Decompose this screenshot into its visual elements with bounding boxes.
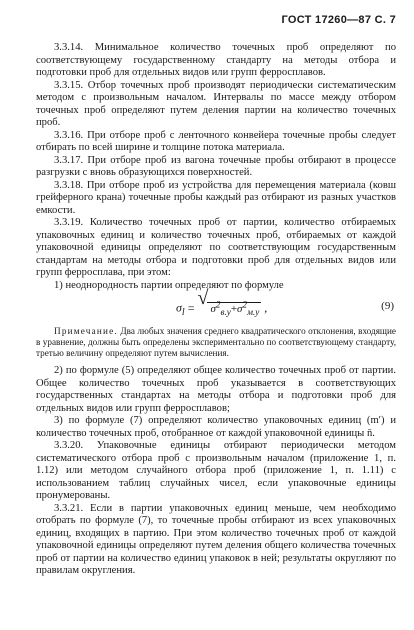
paragraph-3-3-20: 3.3.20. Упаковочные единицы отбирают периодически методом систематического отбора проб с произвольным началом (приложение 1, п. 1.12) или методом случайного отбора проб (приложение 1, п. 1.11) с использованием таблиц случайных чисел, если упаковочные единицы пронумерованы. (36, 440, 396, 501)
paragraph-3-3-18: 3.3.18. При отборе проб из устройства для перемещения материала (ковш грейферного крана) точечные пробы каждый раз отбирают из разных участков емкости. (36, 179, 396, 216)
term1-sub: в.у (220, 306, 231, 317)
paragraph-3-3-16: 3.3.16. При отборе проб с ленточного конвейера точечные пробы следует отбирать по всей ширине и толщине потока материала. (36, 129, 396, 153)
term1-sup: 2 (215, 299, 221, 309)
paragraph-3-3-19: 3.3.19. Количество точечных проб от партии, количество отбираемых упаковочных единиц и количество точечных проб, отбираемых от каждой упаковочной единицы определяют по соответствующим государственным стандартам на методы отбора и подготовки проб для отдельных видов или групп ферросплава, при этом: (36, 217, 396, 278)
list-item-2: 2) по формуле (5) определяют общее количество точечных проб от партии. Общее количество точечных проб указывается в соответствующих государственных стандартах на методы отбора и подготовки проб для отдельных видов или групп ферросплавов; (36, 365, 396, 414)
plus-sign: + (230, 302, 238, 315)
term2: σ (237, 302, 243, 315)
paragraph-3-3-14: 3.3.14. Минимальное количество точечных проб определяют по соответствующему государственному стандарту на методы отбора и подготовки проб для отдельных видов или групп ферросплавов. (36, 42, 396, 78)
list-item-1: 1) неоднородность партии определяют по формуле (54, 279, 284, 291)
note-label: Примечание. (54, 326, 118, 336)
radicand (207, 299, 261, 317)
formula-number: (9) (381, 300, 394, 312)
term1: σ (210, 302, 216, 315)
paragraph-3-3-17: 3.3.17. При отборе проб из вагона точечные пробы отбирают в процессе разгрузки с вновь образующихся поверхностей. (36, 154, 396, 178)
page-header: ГОСТ 17260—87 С. 7 (281, 14, 396, 26)
paragraph-3-3-21: 3.3.21. Если в партии упаковочных единиц меньше, чем необходимо отобрать по формуле (7), то точечные пробы отбирают из всех упаковочных единиц, входящих в партию. При этом количество точечных проб от каждой упаковочной единицы определяют путем деления общего количества точечных проб от партии на количество единиц упаковок в ней; результаты округляют по правилам округления. (36, 502, 396, 576)
formula-equals: = (187, 300, 195, 315)
formula-lhs-sub: l (181, 307, 185, 319)
note-text: Два любых значения среднего квадратического отклонения, входящие в уравнение, должны быть определены экспериментально по соответствующему стандарту, третью величину определяют путем вычисления. (36, 326, 396, 358)
term2-sub: м.у (247, 306, 260, 317)
radical-icon: √ (197, 287, 209, 309)
term2-sup: 2 (242, 299, 248, 309)
paragraph-3-3-15: 3.3.15. Отбор точечных проб производят периодически систематическим методом с произвольным началом. Интервалы по массе между отбором точечных проб определяют путем деления партии на количество точечных проб. (36, 79, 396, 128)
formula-expression (176, 287, 268, 320)
formula-lhs: σ (176, 300, 182, 315)
formula-tail: , (261, 300, 268, 315)
document-body (36, 42, 396, 578)
note (36, 326, 396, 359)
square-root (197, 287, 261, 318)
formula-9 (36, 287, 396, 324)
list-item-3: 3) по формуле (7) определяют количество упаковочных единиц (m′) и количество точечных проб, отобранное от каждой упаковочной единицы n̄. (36, 415, 396, 439)
